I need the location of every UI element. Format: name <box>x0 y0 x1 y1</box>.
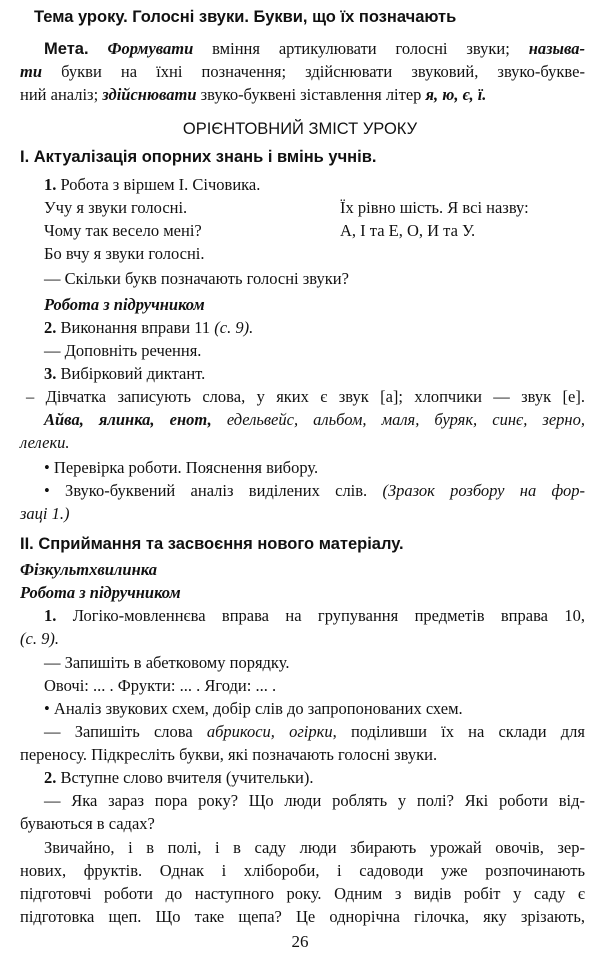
lesson-title: Тема уроку. Голосні звуки. Букви, що їх позначають <box>34 8 457 26</box>
poem-line-2: Чому так весело мені? А, І та Е, О, И та У. <box>44 221 476 240</box>
item-logic-speech-ref: (с. 9). <box>20 629 59 648</box>
goal-line-3: ний аналіз; здійснювати звуко-буквені зіставлення літер я, ю, є, ї. <box>20 85 487 104</box>
item-2: 2. Виконання вправи 11 (с. 9). <box>44 318 254 337</box>
poem-line-3: Бо вчу я звуки голосні. <box>44 244 205 263</box>
item-2-sub: — Доповніть речення. <box>44 341 202 360</box>
section-2-heading: II. Сприймання та засвоєння нового матеріалу. <box>20 535 404 553</box>
goal-line-2: ти букви на їхні позначення; здійснювати звуковий, звуко-буквe- <box>20 62 585 81</box>
content-heading: ОРІЄНТОВНИЙ ЗМІСТ УРОКУ <box>182 120 418 138</box>
paragraph-line-1: Звичайно, і в полі, і в саду люди збирають урожай овочів, зер- <box>44 838 585 857</box>
syllables-line-2: переносу. Підкресліть букви, які позначають голосні звуки. <box>20 745 438 764</box>
page-number: 26 <box>291 932 309 951</box>
season-question-line-2: буваються в садах? <box>20 814 155 833</box>
syllables-line-1: — Запишіть слова абрикоси, огірки, поділивши їх на склади для <box>44 722 586 741</box>
dictation-words-line-2: лелеки. <box>20 433 70 452</box>
poem-line-1: Учу я звуки голосні. Їх рівно шість. Я всі назву: <box>44 198 529 217</box>
sound-analysis-line-1: • Звуко-буквений аналіз виділених слів. (Зразок розбору на фор- <box>44 481 585 500</box>
paragraph-line-4: підготовка щеп. Що таке щепа? Це однорічна гілочка, яку зрізають, <box>20 907 585 926</box>
section-1-heading: I. Актуалізація опорних знань і вмінь учнів. <box>20 148 377 166</box>
item-3: 3. Вибірковий диктант. <box>44 364 206 383</box>
paragraph-line-3: підготовчі роботи до наступного року. Одним з видів робіт у саду є <box>20 884 585 903</box>
item-1: 1. Робота з віршем І. Січовика. <box>44 175 261 194</box>
item-teacher-intro: 2. Вступне слово вчителя (учительки). <box>44 768 314 787</box>
sound-analysis-line-2: заці 1.) <box>20 504 70 523</box>
physical-break-heading: Фізкультхвилинка <box>20 560 157 579</box>
item-logic-speech: 1. Логіко-мовленнєва вправа на групування предметів вправа 10, <box>44 606 585 625</box>
alphabetical-order: — Запишіть в абетковому порядку. <box>44 653 290 672</box>
check-work: • Перевірка роботи. Пояснення вибору. <box>44 458 319 477</box>
groups-line: Овочі: ... . Фрукти: ... . Ягоди: ... . <box>44 676 277 695</box>
schemes-analysis: • Аналіз звукових схем, добір слів до запропонованих схем. <box>44 699 463 718</box>
paragraph-line-2: нових, фруктів. Однак і хлібороби, і садоводи уже розпочинають <box>20 861 585 880</box>
dictation-rule: – Дівчатка записують слова, у яких є звук [а]; хлопчики — звук [е]. <box>26 387 585 406</box>
dictation-words-line-1: Айва, ялинка, енот, едельвейс, альбом, маля, буряк, синє, зерно, <box>44 410 585 429</box>
season-question-line-1: — Яка зараз пора року? Що люди роблять у полі? Які роботи від- <box>44 791 585 810</box>
textbook-work-heading-2: Робота з підручником <box>20 583 181 602</box>
textbook-work-heading-1: Робота з підручником <box>44 295 205 314</box>
question-vowel-letters: — Скільки букв позначають голосні звуки? <box>44 269 349 288</box>
goal-line-1: Мета. Формувати вміння артикулювати голосні звуки; называ- <box>44 39 586 58</box>
